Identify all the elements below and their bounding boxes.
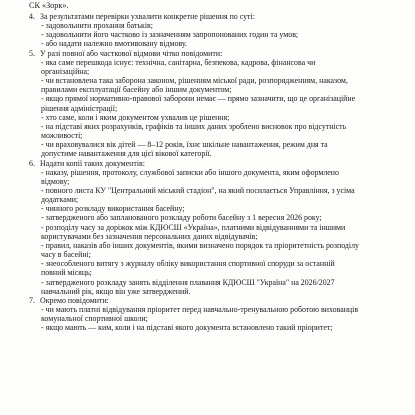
document-body (29, 12, 401, 332)
list-item (29, 122, 401, 131)
line-text: користувачами без зазначення персональних даних відвідувачів; (41, 231, 258, 241)
list-item (29, 39, 401, 48)
list-item-continuation (29, 104, 401, 113)
section-heading (29, 12, 401, 21)
line-text: часу в басейні; (41, 250, 91, 260)
line-text: - знеособленого витягу з журналу обліку використання спортивної споруди за останній (41, 259, 335, 269)
list-item (29, 278, 401, 287)
list-item (29, 223, 401, 232)
list-item-continuation (29, 149, 401, 158)
list-item-continuation (29, 195, 401, 204)
list-item (29, 76, 401, 85)
list-item (29, 94, 401, 103)
line-text: Надати копії таких документів: (40, 158, 145, 168)
list-item (29, 21, 401, 30)
section-heading (29, 296, 401, 305)
line-text: - яка саме перешкода існує: технічна, санітарна, безпекова, кадрова, фінансова чи (41, 57, 316, 67)
line-text: допустиме навантаження для цієї вікової категорії. (41, 149, 212, 159)
list-item (29, 186, 401, 195)
line-text: - задовольнити його частково із зазначенням запропонованих годин та умов; (41, 30, 299, 40)
list-item-continuation (29, 287, 401, 296)
line-text: - чи мають платні відвідування пріоритет перед навчально-тренувальною роботою вихованців (41, 305, 359, 314)
line-text: - чи враховувалися вік дітей — 8–12 років, їхнє шкільне навантаження, режим дня та (41, 140, 328, 150)
line-text: - або надати належно вмотивовану відмову. (41, 39, 187, 49)
list-item (29, 168, 401, 177)
list-item-continuation (29, 268, 401, 277)
line-text: правилами експлуатації басейну або іншим документом; (41, 85, 232, 95)
line-text: - якщо прямої нормативно-правової заборони немає — прямо зазначити, що це організаційне (41, 94, 356, 104)
header-line: СК «Зорк». (29, 1, 69, 10)
line-text: - затвердженого або запланованого розкладу роботи басейну з 1 вересня 2026 року; (41, 213, 322, 223)
line-text: відмову; (41, 176, 70, 186)
line-text: Окремо повідомити: (40, 295, 109, 305)
section-heading (29, 159, 401, 168)
list-item (29, 259, 401, 268)
list-item (29, 113, 401, 122)
line-text: - правил, наказів або інших документів, якими визначено порядок та пріоритетність розподілу (41, 240, 360, 250)
list-item (29, 305, 401, 314)
list-item-continuation (29, 85, 401, 94)
list-item-continuation (29, 131, 401, 140)
line-text: - чинного розкладу використання басейну; (41, 204, 185, 214)
line-text: - затвердженого розкладу занять відділення плавання КДЮСШ "Україна" на 2026/2027 (41, 277, 335, 287)
section-number: 5. (29, 48, 35, 58)
list-item (29, 323, 401, 332)
line-text: За результатами перевірки ухвалити конкретне рішення по суті: (40, 12, 255, 21)
list-item (29, 58, 401, 67)
line-text: - чи встановлена така заборона законом, рішенням міської ради, розпорядженням, наказом, (41, 76, 348, 86)
line-text: - на підставі яких розрахунків, графіків та інших даних зроблено висновок про відсутність (41, 121, 347, 131)
line-text: - хто саме, коли і яким документом ухвалив це рішення; (41, 112, 230, 122)
list-item-continuation (29, 177, 401, 186)
line-text: рішення адміністрації; (41, 103, 118, 113)
section-number: 4. (29, 12, 35, 21)
list-item (29, 204, 401, 213)
list-item-continuation (29, 250, 401, 259)
line-text: - якщо мають — ким, коли і на підставі якого документа встановлено такий пріоритет; (41, 323, 333, 333)
section-heading (29, 49, 401, 58)
line-text: додатками; (41, 195, 79, 205)
list-item-continuation (29, 67, 401, 76)
list-item-continuation (29, 232, 401, 241)
list-item-continuation (29, 314, 401, 323)
list-item (29, 241, 401, 250)
section-number: 6. (29, 158, 35, 168)
line-text: У разі повної або часткової відмови чітко повідомити: (40, 48, 223, 58)
line-text: - наказу, рішення, протоколу, службової записки або іншого документа, яким оформлено (41, 167, 339, 177)
line-text: можливості; (41, 131, 83, 141)
section-number: 7. (29, 295, 35, 305)
list-item (29, 140, 401, 149)
list-item (29, 30, 401, 39)
line-text: повний місяць; (41, 268, 92, 278)
line-text: - розподілу часу за доріжок між КДЮСШ «Україна», платними відвідуваннями та іншими (41, 222, 346, 232)
line-text: - задовольнити прохання батьків; (41, 21, 153, 31)
line-text: навчальний рік, якщо він уже затверджений. (41, 286, 191, 296)
line-text: комунальної спортивної школи; (41, 314, 148, 324)
list-item (29, 213, 401, 222)
line-text: - повного листа КУ "Центральний міський стадіон", на який посилається Управління, з усіма (41, 185, 355, 195)
line-text: організаційна; (41, 66, 90, 76)
